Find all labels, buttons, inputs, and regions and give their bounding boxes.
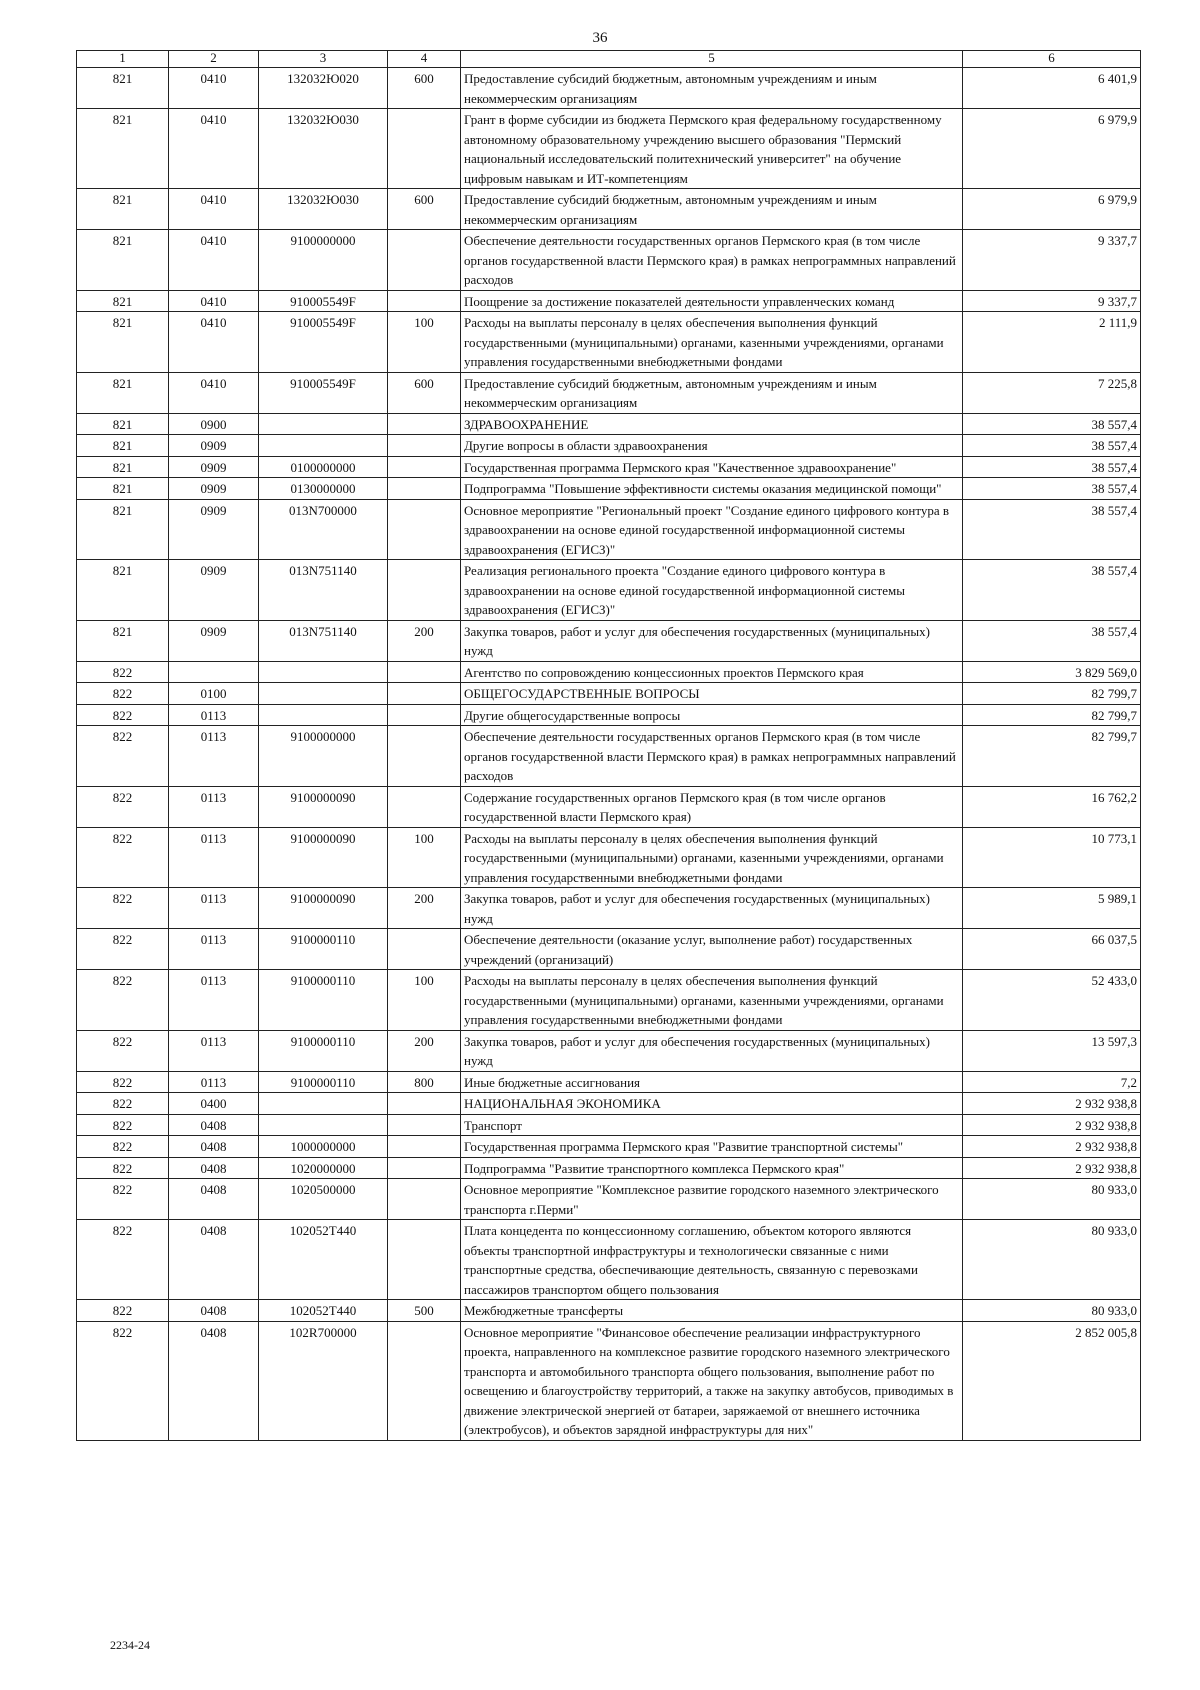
section-code-cell: 0408 bbox=[169, 1114, 259, 1136]
description-cell: Агентство по сопровождению концессионных проектов Пермского края bbox=[461, 661, 963, 683]
target-article-cell: 0130000000 bbox=[259, 478, 388, 500]
target-article-cell: 9100000000 bbox=[259, 726, 388, 787]
amount-cell: 16 762,2 bbox=[963, 786, 1141, 827]
column-header: 2 bbox=[169, 51, 259, 68]
section-code-cell: 0100 bbox=[169, 683, 259, 705]
admin-code-cell: 822 bbox=[77, 929, 169, 970]
expense-type-cell bbox=[388, 230, 461, 291]
column-header: 1 bbox=[77, 51, 169, 68]
admin-code-cell: 821 bbox=[77, 620, 169, 661]
description-cell: Закупка товаров, работ и услуг для обеспечения государственных (муниципальных) нужд bbox=[461, 1030, 963, 1071]
admin-code-cell: 821 bbox=[77, 189, 169, 230]
column-header: 4 bbox=[388, 51, 461, 68]
amount-cell: 38 557,4 bbox=[963, 560, 1141, 621]
expense-type-cell: 500 bbox=[388, 1300, 461, 1322]
amount-cell: 2 932 938,8 bbox=[963, 1093, 1141, 1115]
expense-type-cell: 600 bbox=[388, 372, 461, 413]
target-article-cell: 9100000090 bbox=[259, 888, 388, 929]
expense-type-cell: 100 bbox=[388, 827, 461, 888]
section-code-cell: 0113 bbox=[169, 827, 259, 888]
amount-cell: 7,2 bbox=[963, 1071, 1141, 1093]
admin-code-cell: 821 bbox=[77, 560, 169, 621]
description-cell: Государственная программа Пермского края "Развитие транспортной системы" bbox=[461, 1136, 963, 1158]
table-row bbox=[77, 1114, 1141, 1136]
target-article-cell: 013N751140 bbox=[259, 560, 388, 621]
admin-code-cell: 822 bbox=[77, 1071, 169, 1093]
description-cell: Расходы на выплаты персоналу в целях обеспечения выполнения функций государственными (муниципальными) органами, казенными учреждениями, органами управления государственными внебюджетными фондами bbox=[461, 312, 963, 373]
table-row bbox=[77, 1179, 1141, 1220]
section-code-cell: 0113 bbox=[169, 888, 259, 929]
amount-cell: 38 557,4 bbox=[963, 499, 1141, 560]
description-cell: Обеспечение деятельности государственных органов Пермского края (в том числе органов государственной власти Пермского края) в рамках непрограммных направлений расходов bbox=[461, 726, 963, 787]
section-code-cell: 0909 bbox=[169, 478, 259, 500]
target-article-cell: 910005549F bbox=[259, 312, 388, 373]
admin-code-cell: 822 bbox=[77, 683, 169, 705]
target-article-cell: 132032Ю030 bbox=[259, 189, 388, 230]
expense-type-cell: 800 bbox=[388, 1071, 461, 1093]
table-row bbox=[77, 1136, 1141, 1158]
section-code-cell: 0408 bbox=[169, 1136, 259, 1158]
expense-type-cell bbox=[388, 456, 461, 478]
target-article-cell: 132032Ю020 bbox=[259, 68, 388, 109]
description-cell: Расходы на выплаты персоналу в целях обеспечения выполнения функций государственными (муниципальными) органами, казенными учреждениями, органами управления государственными внебюджетными фондами bbox=[461, 827, 963, 888]
description-cell: Содержание государственных органов Пермского края (в том числе органов государственной власти Пермского края) bbox=[461, 786, 963, 827]
amount-cell: 2 852 005,8 bbox=[963, 1321, 1141, 1440]
amount-cell: 6 979,9 bbox=[963, 109, 1141, 189]
description-cell: Основное мероприятие "Комплексное развитие городского наземного электрического транспорта г.Перми" bbox=[461, 1179, 963, 1220]
table-row bbox=[77, 109, 1141, 189]
description-cell: Подпрограмма "Развитие транспортного комплекса Пермского края" bbox=[461, 1157, 963, 1179]
expense-type-cell bbox=[388, 1114, 461, 1136]
expense-type-cell: 200 bbox=[388, 888, 461, 929]
amount-cell: 38 557,4 bbox=[963, 456, 1141, 478]
description-cell: Основное мероприятие "Финансовое обеспечение реализации инфраструктурного проекта, направленного на комплексное развитие городского наземного электрического транспорта и автомобильного транспорта общего пользования, выполнение работ по освещению и благоустройству территорий, а также на закупку автобусов, приводимых в движение электрической энергией от батареи, заряжаемой от внешнего источника (электробусов), и объектов зарядной инфраструктуры для них" bbox=[461, 1321, 963, 1440]
target-article-cell: 9100000090 bbox=[259, 827, 388, 888]
admin-code-cell: 821 bbox=[77, 478, 169, 500]
amount-cell: 3 829 569,0 bbox=[963, 661, 1141, 683]
amount-cell: 80 933,0 bbox=[963, 1300, 1141, 1322]
description-cell: Реализация регионального проекта "Создание единого цифрового контура в здравоохранении на основе единой государственной информационной системы здравоохранения (ЕГИСЗ)" bbox=[461, 560, 963, 621]
description-cell: Подпрограмма "Повышение эффективности системы оказания медицинской помощи" bbox=[461, 478, 963, 500]
section-code-cell: 0410 bbox=[169, 189, 259, 230]
target-article-cell: 9100000110 bbox=[259, 1071, 388, 1093]
description-cell: Другие вопросы в области здравоохранения bbox=[461, 435, 963, 457]
description-cell: ЗДРАВООХРАНЕНИЕ bbox=[461, 413, 963, 435]
target-article-cell bbox=[259, 435, 388, 457]
admin-code-cell: 822 bbox=[77, 1136, 169, 1158]
description-cell: Государственная программа Пермского края "Качественное здравоохранение" bbox=[461, 456, 963, 478]
target-article-cell: 9100000110 bbox=[259, 929, 388, 970]
amount-cell: 66 037,5 bbox=[963, 929, 1141, 970]
section-code-cell: 0408 bbox=[169, 1179, 259, 1220]
expense-type-cell bbox=[388, 413, 461, 435]
table-row bbox=[77, 478, 1141, 500]
amount-cell: 6 401,9 bbox=[963, 68, 1141, 109]
admin-code-cell: 822 bbox=[77, 726, 169, 787]
admin-code-cell: 822 bbox=[77, 704, 169, 726]
amount-cell: 82 799,7 bbox=[963, 683, 1141, 705]
table-row bbox=[77, 929, 1141, 970]
section-code-cell: 0408 bbox=[169, 1220, 259, 1300]
table-row bbox=[77, 1030, 1141, 1071]
description-cell: Закупка товаров, работ и услуг для обеспечения государственных (муниципальных) нужд bbox=[461, 888, 963, 929]
description-cell: Плата концедента по концессионному соглашению, объектом которого являются объекты транспортной инфраструктуры и технологически связанные с ними транспортные средства, обеспечивающие деятельность, связанную с перевозками пассажиров транспортом общего пользования bbox=[461, 1220, 963, 1300]
amount-cell: 80 933,0 bbox=[963, 1220, 1141, 1300]
admin-code-cell: 822 bbox=[77, 1179, 169, 1220]
section-code-cell: 0909 bbox=[169, 499, 259, 560]
admin-code-cell: 821 bbox=[77, 290, 169, 312]
target-article-cell: 132032Ю030 bbox=[259, 109, 388, 189]
table-header-row bbox=[77, 51, 1141, 68]
table-row bbox=[77, 372, 1141, 413]
admin-code-cell: 821 bbox=[77, 435, 169, 457]
section-code-cell: 0113 bbox=[169, 704, 259, 726]
table-row bbox=[77, 560, 1141, 621]
table-row bbox=[77, 456, 1141, 478]
target-article-cell: 9100000110 bbox=[259, 1030, 388, 1071]
target-article-cell: 0100000000 bbox=[259, 456, 388, 478]
expense-type-cell bbox=[388, 1136, 461, 1158]
amount-cell: 38 557,4 bbox=[963, 413, 1141, 435]
description-cell: Поощрение за достижение показателей деятельности управленческих команд bbox=[461, 290, 963, 312]
table-row bbox=[77, 290, 1141, 312]
target-article-cell bbox=[259, 413, 388, 435]
description-cell: Грант в форме субсидии из бюджета Пермского края федеральному государственному автономному образовательному учреждению высшего образования "Пермский национальный исследовательский политехнический университет" на обучение цифровым навыкам и ИТ-компетенциям bbox=[461, 109, 963, 189]
admin-code-cell: 821 bbox=[77, 372, 169, 413]
description-cell: Расходы на выплаты персоналу в целях обеспечения выполнения функций государственными (муниципальными) органами, казенными учреждениями, органами управления государственными внебюджетными фондами bbox=[461, 970, 963, 1031]
description-cell: Предоставление субсидий бюджетным, автономным учреждениям и иным некоммерческим организациям bbox=[461, 189, 963, 230]
table-row bbox=[77, 888, 1141, 929]
section-code-cell: 0909 bbox=[169, 560, 259, 621]
target-article-cell bbox=[259, 704, 388, 726]
target-article-cell: 102R700000 bbox=[259, 1321, 388, 1440]
description-cell: Предоставление субсидий бюджетным, автономным учреждениям и иным некоммерческим организациям bbox=[461, 372, 963, 413]
section-code-cell: 0113 bbox=[169, 1030, 259, 1071]
expense-type-cell bbox=[388, 290, 461, 312]
admin-code-cell: 822 bbox=[77, 1220, 169, 1300]
amount-cell: 38 557,4 bbox=[963, 435, 1141, 457]
target-article-cell: 013N751140 bbox=[259, 620, 388, 661]
admin-code-cell: 822 bbox=[77, 1093, 169, 1115]
amount-cell: 6 979,9 bbox=[963, 189, 1141, 230]
expense-type-cell bbox=[388, 704, 461, 726]
admin-code-cell: 822 bbox=[77, 827, 169, 888]
section-code-cell: 0113 bbox=[169, 929, 259, 970]
table-row bbox=[77, 230, 1141, 291]
admin-code-cell: 821 bbox=[77, 109, 169, 189]
document-code: 2234-24 bbox=[110, 1638, 150, 1652]
amount-cell: 5 989,1 bbox=[963, 888, 1141, 929]
table-row bbox=[77, 726, 1141, 787]
section-code-cell: 0400 bbox=[169, 1093, 259, 1115]
admin-code-cell: 822 bbox=[77, 786, 169, 827]
admin-code-cell: 821 bbox=[77, 312, 169, 373]
section-code-cell: 0113 bbox=[169, 1071, 259, 1093]
section-code-cell: 0408 bbox=[169, 1300, 259, 1322]
admin-code-cell: 822 bbox=[77, 970, 169, 1031]
expense-type-cell bbox=[388, 929, 461, 970]
section-code-cell: 0410 bbox=[169, 109, 259, 189]
description-cell: Предоставление субсидий бюджетным, автономным учреждениям и иным некоммерческим организациям bbox=[461, 68, 963, 109]
target-article-cell: 102052Т440 bbox=[259, 1220, 388, 1300]
expense-type-cell bbox=[388, 726, 461, 787]
description-cell: ОБЩЕГОСУДАРСТВЕННЫЕ ВОПРОСЫ bbox=[461, 683, 963, 705]
expense-type-cell bbox=[388, 1179, 461, 1220]
table-row bbox=[77, 312, 1141, 373]
expense-type-cell bbox=[388, 109, 461, 189]
admin-code-cell: 821 bbox=[77, 68, 169, 109]
admin-code-cell: 822 bbox=[77, 661, 169, 683]
target-article-cell bbox=[259, 683, 388, 705]
table-row bbox=[77, 704, 1141, 726]
target-article-cell bbox=[259, 661, 388, 683]
table-row bbox=[77, 1300, 1141, 1322]
expense-type-cell bbox=[388, 499, 461, 560]
admin-code-cell: 821 bbox=[77, 499, 169, 560]
column-header: 6 bbox=[963, 51, 1141, 68]
target-article-cell: 9100000000 bbox=[259, 230, 388, 291]
admin-code-cell: 822 bbox=[77, 1157, 169, 1179]
section-code-cell: 0410 bbox=[169, 372, 259, 413]
description-cell: Другие общегосударственные вопросы bbox=[461, 704, 963, 726]
amount-cell: 82 799,7 bbox=[963, 726, 1141, 787]
section-code-cell: 0408 bbox=[169, 1157, 259, 1179]
table-row bbox=[77, 68, 1141, 109]
expense-type-cell bbox=[388, 435, 461, 457]
table-row bbox=[77, 1157, 1141, 1179]
description-cell: Основное мероприятие "Региональный проект "Создание единого цифрового контура в здравоохранении на основе единой государственной информационной системы здравоохранения (ЕГИСЗ)" bbox=[461, 499, 963, 560]
section-code-cell: 0113 bbox=[169, 970, 259, 1031]
amount-cell: 82 799,7 bbox=[963, 704, 1141, 726]
column-header: 5 bbox=[461, 51, 963, 68]
amount-cell: 10 773,1 bbox=[963, 827, 1141, 888]
amount-cell: 52 433,0 bbox=[963, 970, 1141, 1031]
admin-code-cell: 821 bbox=[77, 230, 169, 291]
amount-cell: 13 597,3 bbox=[963, 1030, 1141, 1071]
table-row bbox=[77, 620, 1141, 661]
expense-type-cell: 200 bbox=[388, 620, 461, 661]
expense-type-cell bbox=[388, 1157, 461, 1179]
column-header: 3 bbox=[259, 51, 388, 68]
description-cell: Обеспечение деятельности государственных органов Пермского края (в том числе органов государственной власти Пермского края) в рамках непрограммных направлений расходов bbox=[461, 230, 963, 291]
target-article-cell: 1020500000 bbox=[259, 1179, 388, 1220]
expense-type-cell: 600 bbox=[388, 189, 461, 230]
section-code-cell: 0410 bbox=[169, 312, 259, 373]
section-code-cell: 0900 bbox=[169, 413, 259, 435]
table-row bbox=[77, 786, 1141, 827]
table-row bbox=[77, 1220, 1141, 1300]
amount-cell: 2 932 938,8 bbox=[963, 1114, 1141, 1136]
amount-cell: 7 225,8 bbox=[963, 372, 1141, 413]
target-article-cell: 9100000090 bbox=[259, 786, 388, 827]
target-article-cell: 910005549F bbox=[259, 372, 388, 413]
admin-code-cell: 821 bbox=[77, 456, 169, 478]
target-article-cell: 1020000000 bbox=[259, 1157, 388, 1179]
expense-type-cell: 600 bbox=[388, 68, 461, 109]
target-article-cell: 9100000110 bbox=[259, 970, 388, 1031]
target-article-cell: 1000000000 bbox=[259, 1136, 388, 1158]
section-code-cell: 0909 bbox=[169, 456, 259, 478]
table-row bbox=[77, 827, 1141, 888]
amount-cell: 2 932 938,8 bbox=[963, 1157, 1141, 1179]
section-code-cell: 0909 bbox=[169, 435, 259, 457]
expense-type-cell: 100 bbox=[388, 970, 461, 1031]
admin-code-cell: 822 bbox=[77, 888, 169, 929]
table-row bbox=[77, 970, 1141, 1031]
target-article-cell: 910005549F bbox=[259, 290, 388, 312]
table-row bbox=[77, 1321, 1141, 1440]
expense-type-cell: 100 bbox=[388, 312, 461, 373]
target-article-cell: 013N700000 bbox=[259, 499, 388, 560]
table-row bbox=[77, 1093, 1141, 1115]
expense-type-cell bbox=[388, 661, 461, 683]
amount-cell: 2 932 938,8 bbox=[963, 1136, 1141, 1158]
section-code-cell: 0909 bbox=[169, 620, 259, 661]
expense-type-cell bbox=[388, 1321, 461, 1440]
expense-type-cell bbox=[388, 683, 461, 705]
description-cell: Транспорт bbox=[461, 1114, 963, 1136]
target-article-cell bbox=[259, 1093, 388, 1115]
expense-type-cell bbox=[388, 1093, 461, 1115]
amount-cell: 9 337,7 bbox=[963, 290, 1141, 312]
table-body bbox=[77, 68, 1141, 1441]
expense-type-cell bbox=[388, 478, 461, 500]
table-row bbox=[77, 413, 1141, 435]
expense-type-cell bbox=[388, 560, 461, 621]
description-cell: НАЦИОНАЛЬНАЯ ЭКОНОМИКА bbox=[461, 1093, 963, 1115]
amount-cell: 38 557,4 bbox=[963, 478, 1141, 500]
target-article-cell bbox=[259, 1114, 388, 1136]
admin-code-cell: 822 bbox=[77, 1300, 169, 1322]
target-article-cell: 102052Т440 bbox=[259, 1300, 388, 1322]
expense-type-cell bbox=[388, 786, 461, 827]
amount-cell: 80 933,0 bbox=[963, 1179, 1141, 1220]
expense-type-cell bbox=[388, 1220, 461, 1300]
table-row bbox=[77, 189, 1141, 230]
section-code-cell: 0113 bbox=[169, 726, 259, 787]
budget-table bbox=[76, 50, 1141, 1441]
amount-cell: 2 111,9 bbox=[963, 312, 1141, 373]
expense-type-cell: 200 bbox=[388, 1030, 461, 1071]
description-cell: Закупка товаров, работ и услуг для обеспечения государственных (муниципальных) нужд bbox=[461, 620, 963, 661]
description-cell: Иные бюджетные ассигнования bbox=[461, 1071, 963, 1093]
section-code-cell: 0113 bbox=[169, 786, 259, 827]
table-row bbox=[77, 499, 1141, 560]
page-number: 36 bbox=[592, 30, 608, 46]
section-code-cell: 0410 bbox=[169, 68, 259, 109]
table-row bbox=[77, 1071, 1141, 1093]
table-row bbox=[77, 683, 1141, 705]
admin-code-cell: 822 bbox=[77, 1114, 169, 1136]
amount-cell: 9 337,7 bbox=[963, 230, 1141, 291]
description-cell: Обеспечение деятельности (оказание услуг, выполнение работ) государственных учреждений (организаций) bbox=[461, 929, 963, 970]
admin-code-cell: 822 bbox=[77, 1030, 169, 1071]
amount-cell: 38 557,4 bbox=[963, 620, 1141, 661]
section-code-cell: 0410 bbox=[169, 290, 259, 312]
admin-code-cell: 822 bbox=[77, 1321, 169, 1440]
section-code-cell: 0410 bbox=[169, 230, 259, 291]
admin-code-cell: 821 bbox=[77, 413, 169, 435]
section-code-cell: 0408 bbox=[169, 1321, 259, 1440]
table-row bbox=[77, 661, 1141, 683]
table-row bbox=[77, 435, 1141, 457]
section-code-cell bbox=[169, 661, 259, 683]
description-cell: Межбюджетные трансферты bbox=[461, 1300, 963, 1322]
